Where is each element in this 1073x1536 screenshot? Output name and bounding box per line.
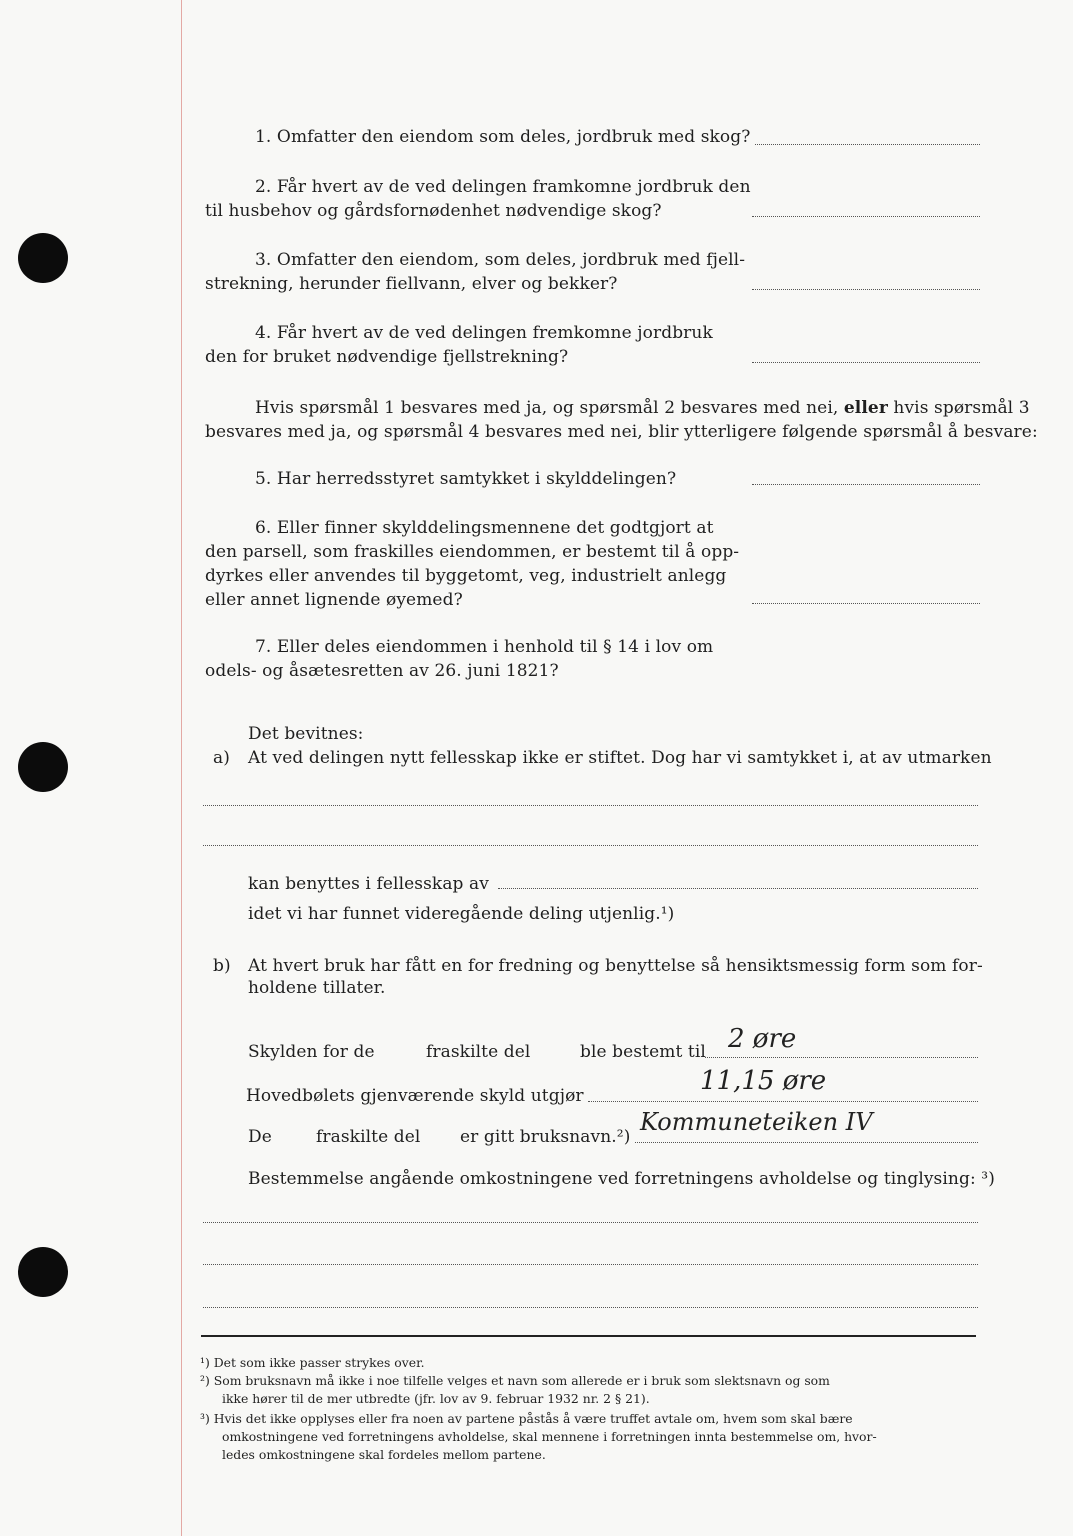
- bruksnavn-label-fraskilte: fraskilte del: [316, 1127, 421, 1147]
- bruksnavn-label-gitt: er gitt bruksnavn.²): [460, 1127, 631, 1147]
- utmark-line-2[interactable]: [203, 845, 978, 846]
- question-3-line-2: strekning, herunder fiellvann, elver og bekker?: [205, 274, 618, 294]
- bruksnavn-label-de: De: [248, 1127, 272, 1147]
- idet-text: idet vi har funnet videregående deling utjenlig.¹): [248, 904, 675, 924]
- punch-hole: [18, 742, 68, 792]
- skyld-label-2: fraskilte del: [426, 1042, 531, 1062]
- question-6-line-3: dyrkes eller anvendes til byggetomt, veg, industrielt anlegg: [205, 566, 727, 586]
- answer-line-4[interactable]: [752, 362, 980, 363]
- answer-line-1[interactable]: [755, 144, 980, 145]
- footnote-3-line-1: ³) Hvis det ikke opplyses eller fra noen av partene påstås å være truffet avtale om, hvem som skal bære: [200, 1411, 853, 1426]
- bestemmelse-line-3[interactable]: [203, 1307, 978, 1308]
- question-2-line-1: 2. Får hvert av de ved delingen framkomne jordbruk den: [255, 177, 751, 197]
- question-6-line-4: eller annet lignende øyemed?: [205, 590, 463, 610]
- bestemmelse-line-1[interactable]: [203, 1222, 978, 1223]
- question-3-line-1: 3. Omfatter den eiendom, som deles, jordbruk med fjell-: [255, 250, 746, 270]
- question-1: 1. Omfatter den eiendom som deles, jordbruk med skog?: [255, 127, 751, 147]
- footnote-1: ¹) Det som ikke passer strykes over.: [200, 1355, 425, 1370]
- condition-line-1-end: hvis spørsmål 3: [893, 398, 1030, 418]
- condition-line-1-start: Hvis spørsmål 1 besvares med ja, og spørsmål 2 besvares med nei,: [255, 398, 839, 418]
- attest-heading: Det bevitnes:: [248, 724, 364, 744]
- answer-line-2[interactable]: [752, 216, 980, 217]
- question-4-line-1: 4. Får hvert av de ved delingen fremkomne jordbruk: [255, 323, 713, 343]
- attest-b-label: b): [213, 956, 231, 976]
- skyld-label-3: ble bestemt til: [580, 1042, 706, 1062]
- answer-line-5[interactable]: [752, 484, 980, 485]
- attest-b-line-1: At hvert bruk har fått en for fredning og benyttelse så hensiktsmessig form som for-: [248, 956, 983, 976]
- answer-line-3[interactable]: [752, 289, 980, 290]
- condition-line-1: [255, 396, 1030, 420]
- kan-benyttes-label: kan benyttes i fellesskap av: [248, 874, 489, 894]
- skyld-value: 2 øre: [728, 1024, 797, 1054]
- question-2-line-2: til husbehov og gårdsfornødenhet nødvendige skog?: [205, 201, 662, 221]
- footnote-rule: [201, 1335, 976, 1337]
- answer-line-6[interactable]: [752, 603, 980, 604]
- bruksnavn-value: Kommuneteiken IV: [640, 1108, 873, 1136]
- hoved-line[interactable]: [588, 1101, 978, 1102]
- condition-eller: eller: [843, 398, 888, 418]
- question-4-line-2: den for bruket nødvendige fjellstrekning?: [205, 347, 569, 367]
- question-7-line-2: odels- og åsætesretten av 26. juni 1821?: [205, 661, 559, 681]
- footnote-2-line-1: ²) Som bruksnavn må ikke i noe tilfelle velges et navn som allerede er i bruk som slektsnavn og som: [200, 1373, 830, 1388]
- skyld-line[interactable]: [705, 1057, 978, 1058]
- footnote-3-line-2: omkostningene ved forretningens avholdelse, skal mennene i forretningen innta bestemmelse om, hvor-: [222, 1429, 877, 1444]
- question-6-line-1: 6. Eller finner skylddelingsmennene det godtgjort at: [255, 518, 714, 538]
- bruksnavn-line[interactable]: [635, 1142, 978, 1143]
- utmark-line-1[interactable]: [203, 805, 978, 806]
- footnote-3-line-3: ledes omkostningene skal fordeles mellom partene.: [222, 1447, 546, 1462]
- question-6-line-2: den parsell, som fraskilles eiendommen, er bestemt til å opp-: [205, 542, 740, 562]
- margin-line: [181, 0, 182, 1536]
- question-7-line-1: 7. Eller deles eiendommen i henhold til § 14 i lov om: [255, 637, 714, 657]
- punch-hole: [18, 233, 68, 283]
- attest-b-line-2: holdene tillater.: [248, 978, 386, 998]
- skyld-label-1: Skylden for de: [248, 1042, 375, 1062]
- footnote-2-line-2: ikke hører til de mer utbredte (jfr. lov av 9. februar 1932 nr. 2 § 21).: [222, 1391, 650, 1406]
- attest-a-label: a): [213, 748, 230, 768]
- condition-line-2: besvares med ja, og spørsmål 4 besvares med nei, blir ytterligere følgende spørsmål å besvare:: [205, 422, 1038, 442]
- fellesskap-line[interactable]: [498, 888, 978, 889]
- bestemmelse-line-2[interactable]: [203, 1264, 978, 1265]
- attest-a-text: At ved delingen nytt fellesskap ikke er stiftet. Dog har vi samtykket i, at av utmarken: [248, 748, 992, 768]
- hoved-label: Hovedbølets gjenværende skyld utgjør: [246, 1086, 584, 1106]
- question-5: 5. Har herredsstyret samtykket i skylddelingen?: [255, 469, 677, 489]
- bestemmelse-label: Bestemmelse angående omkostningene ved forretningens avholdelse og tinglysing: ³): [248, 1169, 995, 1189]
- punch-hole: [18, 1247, 68, 1297]
- hoved-value: 11,15 øre: [700, 1066, 827, 1096]
